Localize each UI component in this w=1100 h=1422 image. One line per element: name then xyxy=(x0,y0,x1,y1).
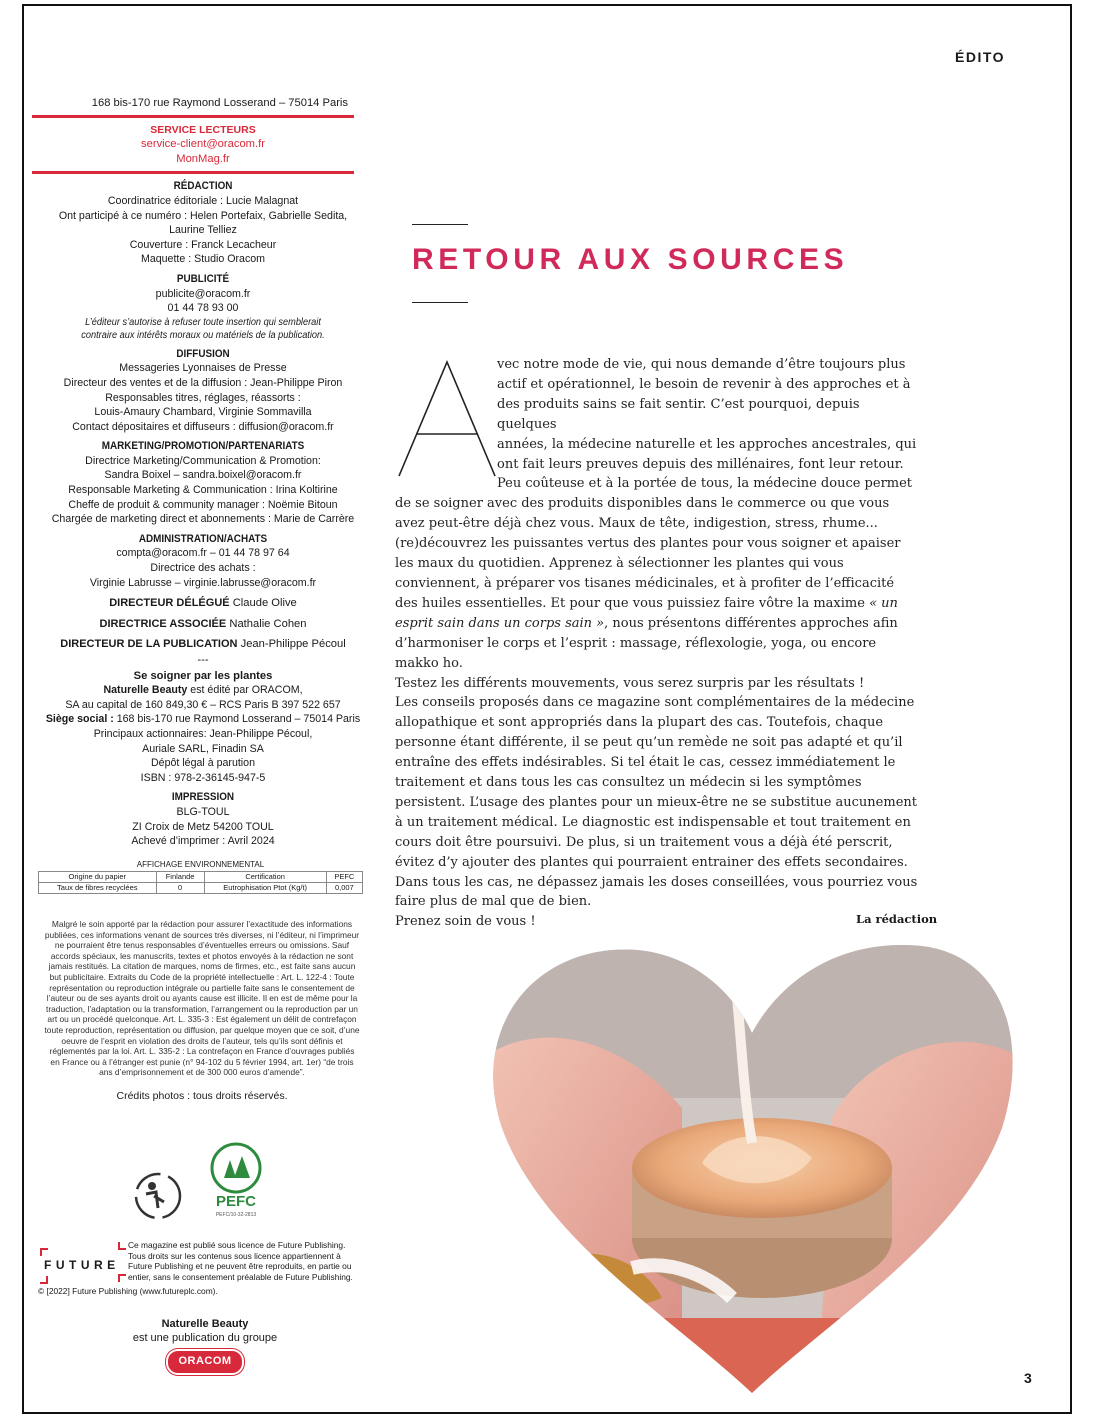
text-line: des produits sains se fait sentir. C’est pourquoi, depuis quelques xyxy=(497,396,860,432)
service-lecteurs xyxy=(28,123,378,167)
future-logo: FUTURE xyxy=(44,1258,120,1272)
magazine-line: Principaux actionnaires: Jean-Philippe Pécoul, xyxy=(93,727,313,740)
redaction-title: RÉDACTION xyxy=(173,180,233,193)
table-cell: Taux de fibres recyclées xyxy=(39,883,157,894)
administration-line: compta@oracom.fr – 01 44 78 97 64 xyxy=(116,547,290,560)
publisher-magazine: Naturelle Beauty xyxy=(161,1318,249,1330)
publicite-note: contraire aux intérêts moraux ou matériels de la publication. xyxy=(81,329,325,341)
magazine-siege xyxy=(37,712,370,727)
administration-line: Directrice des achats : xyxy=(150,562,256,575)
magazine-line: ISBN : 978-2-36145-947-5 xyxy=(140,771,266,784)
publisher-block xyxy=(100,1318,310,1373)
separator: --- xyxy=(197,654,209,666)
table-cell: Finlande xyxy=(156,872,204,883)
bracket-mark xyxy=(40,1248,48,1256)
directeur-publication xyxy=(28,637,378,652)
redaction-line: Coordinatrice éditoriale : Lucie Malagnat xyxy=(107,194,299,207)
text-line: ont fait leurs preuves depuis des millénaires, font leur retour. xyxy=(497,456,904,472)
table-cell: Eutrophisation Ptot (Kg/t) xyxy=(204,883,326,894)
marketing-line: Directrice Marketing/Communication & Promotion: xyxy=(85,454,321,467)
redaction-line: Maquette : Studio Oracom xyxy=(140,253,266,266)
section-label: ÉDITO xyxy=(955,49,1006,65)
directeur-delegue-name: Claude Olive xyxy=(232,597,297,610)
magazine-subtitle: Se soigner par les plantes xyxy=(133,669,273,682)
publicite-title: PUBLICITÉ xyxy=(176,272,230,285)
directeur-publication-name: Jean-Philippe Pécoul xyxy=(240,638,346,651)
title-rule-bottom xyxy=(412,302,468,303)
magazine-capital: SA au capital de 160 849,30 € – RCS Paris B 397 522 657 xyxy=(65,698,341,711)
impression-line: Achevé d’imprimer : Avril 2024 xyxy=(131,835,275,848)
paragraph-tail: , nous présentons différentes approches afin d’harmoniser le corps et l’esprit : massage, réflexologie, yoga, ou encore makko ho. xyxy=(395,615,898,671)
environmental-table xyxy=(38,871,363,894)
publisher-line: est une publication du groupe xyxy=(132,1331,278,1344)
marketing-line: Chargée de marketing direct et abonnements : Marie de Carrère xyxy=(51,513,355,526)
directrice-associee-title: DIRECTRICE ASSOCIÉE xyxy=(99,617,227,630)
oracom-logo: ORACOM xyxy=(168,1351,241,1373)
pefc-label: PEFC xyxy=(215,1193,257,1210)
directeur-delegue xyxy=(28,596,378,611)
service-lecteurs-title: SERVICE LECTEURS xyxy=(150,123,256,136)
bracket-mark xyxy=(118,1242,126,1250)
editorial-body xyxy=(395,355,920,932)
pefc-code: PEFC/10-32-2813 xyxy=(215,1212,257,1218)
paragraph: Testez les différents mouvements, vous serez surpris par les résultats ! xyxy=(395,675,865,691)
dropcap-lines xyxy=(395,355,920,474)
legal-notice: Malgré le soin apporté par la rédaction pour assurer l’exactitude des informations publiées, ces informations venant de sources très diverses, ni l’éditeur, ni l’imprimeur ne pourraient être tenus responsables d’éventuelles erreurs ou omissions. Sauf accords spéciaux, les manuscrits, textes et photos envoyés à la rédaction ne sont jamais restitués. La citation de marques, noms de firmes, etc., est faite sans aucun but publicitaire. Extraits du Code de la propriété intellectuelle : Art. L. 122-4 : Toute représentation ou reproduction intégrale ou partielle faite sans le consentement de l’auteur ou de ses ayants droit ou ayants cause est illicite. Il en est de même pour la traduction, l’adaptation ou la transformation, l’arrangement ou la reproduction par un art ou un procédé quelconque. Art. L. 335-3 : Est également un délit de contrefaçon toute reproduction, représentation ou diffusion, par quelque moyen que ce soit, d’une oeuvre de l’esprit en violation des droits de l’auteur, tels qu’ils sont définis et réglementés par la loi. Art. L. 335-2 : La contrefaçon en France d’ouvrages publiés en France ou à l’étranger est punie (n° 94-102 du 5 février 1994, art. 1er) “de trois ans d’emprisonnement et de 300 000 euros d’amende”. xyxy=(44,919,360,1078)
redaction-line: Ont participé à ce numéro : Helen Portefaix, Gabrielle Sedita, xyxy=(58,209,348,222)
marketing-line: Cheffe de produit & community manager : Noëmie Bitoun xyxy=(68,498,338,511)
table-row xyxy=(39,872,363,883)
bracket-mark xyxy=(40,1276,48,1284)
signature: La rédaction xyxy=(856,912,938,926)
red-rule-top xyxy=(32,115,354,118)
magazine-name: Naturelle Beauty xyxy=(103,684,188,697)
paragraph: Prenez soin de vous ! xyxy=(395,914,536,930)
photo-credits: Crédits photos : tous droits réservés. xyxy=(116,1090,288,1102)
siege-label: Siège social : xyxy=(45,713,114,726)
directeur-publication-title: DIRECTEUR DE LA PUBLICATION xyxy=(60,638,238,651)
dropcap-char: A xyxy=(395,358,396,359)
future-license: Ce magazine est publié sous licence de Future Publishing. Tous droits sur les contenus sous licence appartiennent à Future Publishing et ne peuvent être reproduits, en partie ou entier, sans le consentement préalable de Future Publishing. xyxy=(128,1240,353,1282)
text-line: vec notre mode de vie, qui nous demande d’être toujours plus xyxy=(497,357,906,372)
future-copyright: © [2022] Future Publishing (www.futureplc.com). xyxy=(38,1286,218,1296)
magazine-edited-by: est édité par ORACOM, xyxy=(190,684,303,697)
service-lecteurs-site: MonMag.fr xyxy=(176,152,230,165)
diffusion-line: Contact dépositaires et diffuseurs : diffusion@oracom.fr xyxy=(72,420,334,433)
table-cell: 0,007 xyxy=(326,883,362,894)
directeur-delegue-title: DIRECTEUR DÉLÉGUÉ xyxy=(109,597,230,610)
redaction-line: Laurine Telliez xyxy=(169,224,237,237)
table-cell: Origine du papier xyxy=(39,872,157,883)
magazine-line: Dépôt légal à parution xyxy=(151,757,255,770)
marketing-line: Sandra Boixel – sandra.boixel@oracom.fr xyxy=(104,469,302,482)
administration-title: ADMINISTRATION/ACHATS xyxy=(138,532,268,545)
publicite-line: publicite@oracom.fr xyxy=(155,287,251,300)
magazine-edited xyxy=(37,683,370,698)
environmental-display xyxy=(38,860,363,894)
publicite-note: L’éditeur s’autorise à refuser toute insertion qui semblerait xyxy=(85,316,321,328)
impression-line: ZI Croix de Metz 54200 TOUL xyxy=(132,820,274,833)
directrice-associee-name: Nathalie Cohen xyxy=(229,617,307,630)
paragraph: Les conseils proposés dans ce magazine sont complémentaires de la médecine allopathique et sont appropriés dans la plupart des cas. Toutefois, chaque personne étant différente, il se peut qu’un remède ne soit pas adapté et qu’il entraîne des effets indésirables. Si tel était le cas, cessez immédiatement le traitement et dans tous les cas consultez un médecin si les symptômes persistent. L’usage des plantes pour un mieux-être ne se substitue aucunement à un traitement médical. Le diagnostic est indispensable et tout traitement en cours doit être poursuivi. De plus, si un traitement vous a déjà été perscrit, évitez d’y ajouter des plantes qui pourraient entrainer des effets secondaires. Dans tous les cas, ne dépassez jamais les doses conseillées, vous pourriez vous faire plus de mal que de bien. xyxy=(395,695,918,910)
table-row xyxy=(39,883,363,894)
paragraph-lead: Peu coûteuse et à la portée de tous, la médecine douce permet de se soigner avec des produits disponibles dans le commerce ou que vous avez peut-être déjà chez vous. Maux de tête, indigestion, stress, rhume... (re)découvrez les puissantes vertus des plantes pour vous soigner et apaiser les maux du quotidien. Apprenez à sélectionner les plantes qui vous conviennent, à préparer vos tisanes médicinales, et à profiter de l’efficacité des huiles essentielles. Et pour que vous puissiez faire vôtre la maxime xyxy=(395,476,913,611)
title-rule-top xyxy=(412,224,468,225)
publisher-address: 168 bis-170 rue Raymond Losserand – 75014 Paris xyxy=(91,97,348,109)
diffusion-line: Directeur des ventes et de la diffusion : Jean-Philippe Piron xyxy=(63,376,343,389)
table-cell: PEFC xyxy=(326,872,362,883)
diffusion-line: Responsables titres, réglages, réassorts : xyxy=(105,391,301,404)
table-cell: Certification xyxy=(204,872,326,883)
diffusion-title: DIFFUSION xyxy=(176,347,230,360)
heart-photo xyxy=(482,938,1022,1398)
impression-line: BLG-TOUL xyxy=(176,805,230,818)
environmental-title: AFFICHAGE ENVIRONNEMENTAL xyxy=(136,860,265,869)
marketing-title: MARKETING/PROMOTION/PARTENARIATS xyxy=(101,440,305,453)
table-cell: 0 xyxy=(156,883,204,894)
diffusion-line: Messageries Lyonnaises de Presse xyxy=(119,362,287,375)
masthead xyxy=(28,96,378,849)
impression-title: IMPRESSION xyxy=(171,791,235,804)
service-lecteurs-email: service-client@oracom.fr xyxy=(141,138,265,151)
diffusion-line: Louis-Amaury Chambard, Virginie Sommavilla xyxy=(94,406,312,419)
bracket-mark xyxy=(118,1274,126,1282)
directrice-associee xyxy=(28,617,378,632)
red-rule-bottom xyxy=(32,171,354,174)
maxim-quote: « un esprit sain dans un corps sain » xyxy=(395,595,898,631)
editorial-title: RETOUR AUX SOURCES xyxy=(412,243,849,276)
text-line: actif et opérationnel, le besoin de revenir à des approches et à xyxy=(497,376,911,392)
text-line: années, la médecine naturelle et les approches ancestrales, qui xyxy=(497,436,917,452)
page-number: 3 xyxy=(1024,1370,1032,1386)
siege-address: 168 bis-170 rue Raymond Losserand – 75014 Paris xyxy=(116,713,361,726)
pefc-trees-icon xyxy=(212,1144,260,1192)
administration-line: Virginie Labrusse – virginie.labrusse@oracom.fr xyxy=(89,576,317,589)
paragraph xyxy=(395,474,920,673)
redaction-line: Couverture : Franck Lecacheur xyxy=(129,238,277,251)
publicite-line: 01 44 78 93 00 xyxy=(167,302,239,315)
certification-logos xyxy=(130,1138,270,1228)
recycle-triman-icon xyxy=(136,1174,180,1218)
marketing-line: Responsable Marketing & Communication : Irina Koltirine xyxy=(68,484,338,497)
magazine-line: Auriale SARL, Finadin SA xyxy=(142,742,264,755)
